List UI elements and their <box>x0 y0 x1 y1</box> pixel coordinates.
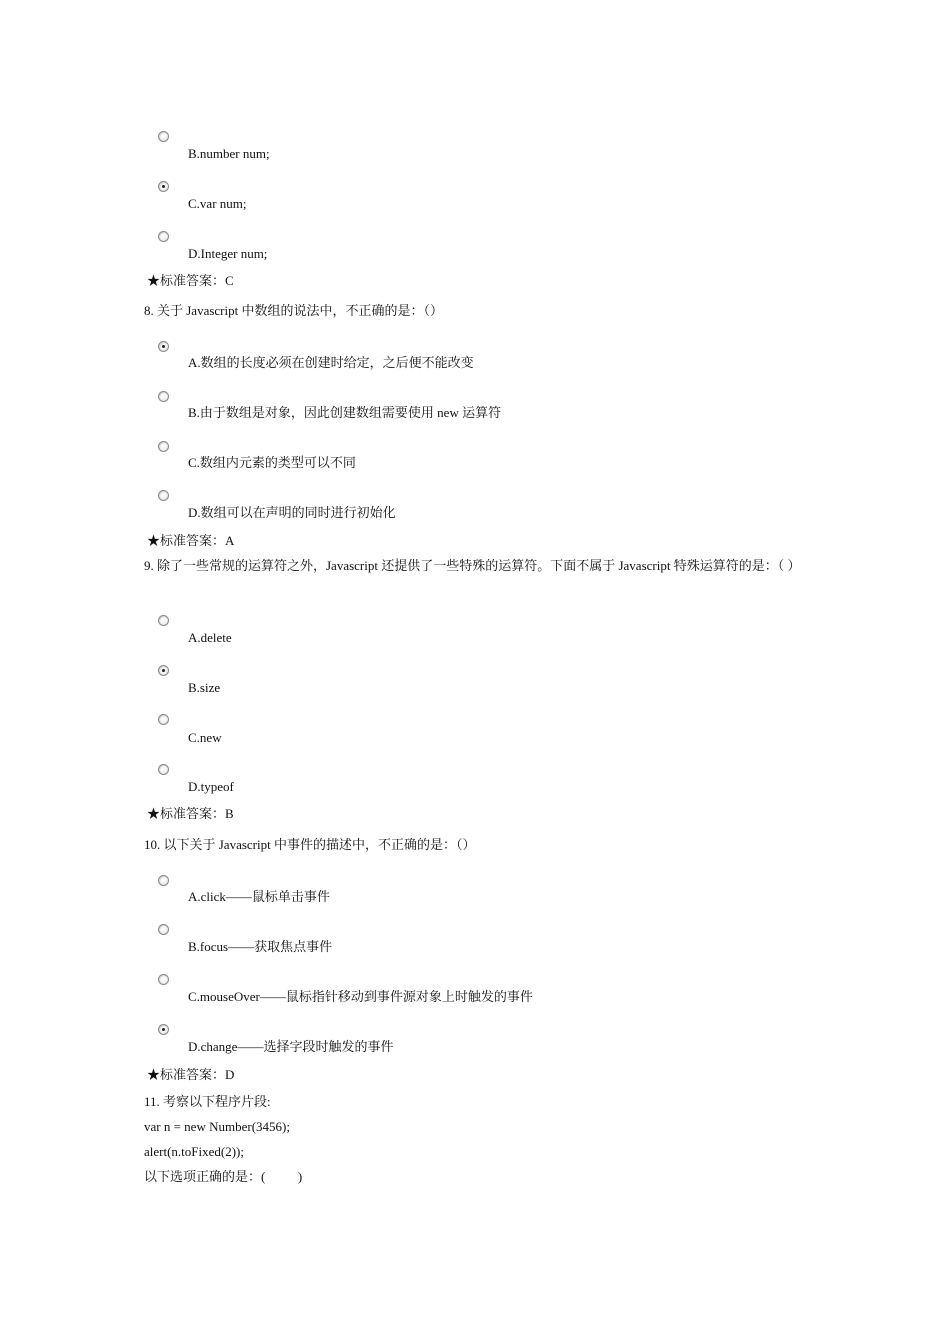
q9-option-d-label: D.typeof <box>188 779 234 794</box>
q10-option-b-label: B.focus——获取焦点事件 <box>188 939 333 954</box>
q8-option-a-radio[interactable] <box>158 341 169 352</box>
q9-question: 9. 除了一些常规的运算符之外，Javascript 还提供了一些特殊的运算符。下面不属于 Javascript 特殊运算符的是：（ ） <box>144 558 801 573</box>
q10-option-b-radio[interactable] <box>158 924 169 935</box>
q8-option-b-label: B.由于数组是对象，因此创建数组需要使用 new 运算符 <box>188 405 502 420</box>
q10-option-d-label: D.change——选择字段时触发的事件 <box>188 1039 394 1054</box>
q8-answer: ★标准答案：A <box>147 533 235 548</box>
q9-option-c-label: C.new <box>188 730 222 745</box>
q9-answer: ★标准答案：B <box>147 806 234 821</box>
q9-option-a-radio[interactable] <box>158 615 169 626</box>
q11-question: 11. 考察以下程序片段: <box>144 1094 271 1109</box>
q7-option-d-label: D.Integer num; <box>188 246 268 261</box>
q10-option-c-radio[interactable] <box>158 974 169 985</box>
q11-code-line-1: var n = new Number(3456); <box>144 1119 290 1134</box>
q10-question: 10. 以下关于 Javascript 中事件的描述中，不正确的是：（） <box>144 837 476 852</box>
q7-option-d-radio[interactable] <box>158 231 169 242</box>
q8-option-a-label: A.数组的长度必须在创建时给定，之后便不能改变 <box>188 355 474 370</box>
q7-option-b-radio[interactable] <box>158 131 169 142</box>
q8-option-c-label: C.数组内元素的类型可以不同 <box>188 455 356 470</box>
q7-option-c-radio[interactable] <box>158 181 169 192</box>
q9-option-a-label: A.delete <box>188 630 232 645</box>
q7-option-c-label: C.var num; <box>188 196 247 211</box>
q8-option-d-radio[interactable] <box>158 490 169 501</box>
q10-option-a-label: A.click——鼠标单击事件 <box>188 889 330 904</box>
q9-option-b-radio[interactable] <box>158 665 169 676</box>
q10-option-d-radio[interactable] <box>158 1024 169 1035</box>
q11-prompt: 以下选项正确的是：( ) <box>144 1169 303 1184</box>
q8-option-c-radio[interactable] <box>158 441 169 452</box>
q10-option-a-radio[interactable] <box>158 875 169 886</box>
q8-question: 8. 关于 Javascript 中数组的说法中，不正确的是：（） <box>144 303 443 318</box>
q10-answer: ★标准答案：D <box>147 1067 235 1082</box>
q9-option-b-label: B.size <box>188 680 221 695</box>
q7-option-b-label: B.number num; <box>188 146 270 161</box>
q9-option-d-radio[interactable] <box>158 764 169 775</box>
q11-code-line-2: alert(n.toFixed(2)); <box>144 1144 244 1159</box>
q9-option-c-radio[interactable] <box>158 714 169 725</box>
q8-option-b-radio[interactable] <box>158 391 169 402</box>
q10-option-c-label: C.mouseOver——鼠标指针移动到事件源对象上时触发的事件 <box>188 989 533 1004</box>
q7-answer: ★标准答案：C <box>147 273 234 288</box>
q8-option-d-label: D.数组可以在声明的同时进行初始化 <box>188 505 396 520</box>
